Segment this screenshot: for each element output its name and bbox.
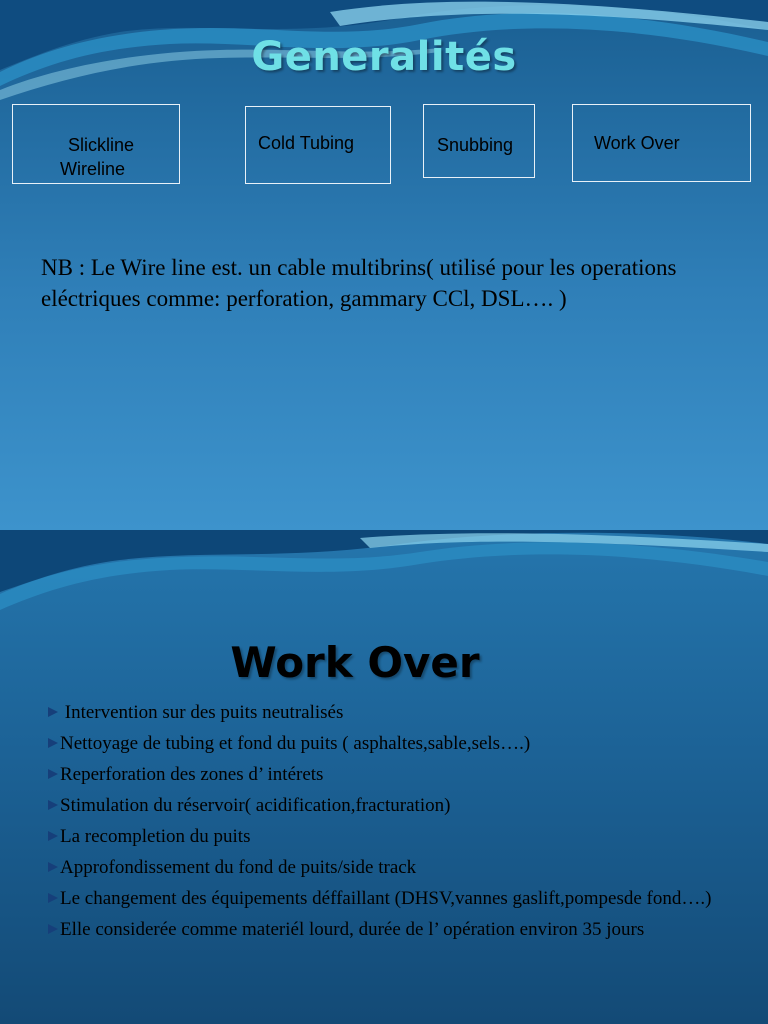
triangle-bullet-icon [48, 924, 58, 934]
box-slickline-wireline [12, 104, 180, 184]
list-item: Stimulation du réservoir( acidification,fracturation) [48, 793, 728, 819]
triangle-bullet-icon [48, 893, 58, 903]
box-work-over [572, 104, 751, 182]
slide-title: Work Over [230, 638, 480, 687]
triangle-bullet-icon [48, 769, 58, 779]
box-label: Cold Tubing [258, 133, 355, 153]
list-item: Intervention sur des puits neutralisés [48, 700, 728, 726]
wave-decoration [0, 530, 768, 625]
list-item: Le changement des équipements déffaillant (DHSV,vannes gaslift,pompesde fond….) [48, 886, 728, 912]
triangle-bullet-icon [48, 800, 58, 810]
triangle-bullet-icon [48, 707, 58, 717]
note-text: NB : Le Wire line est. un cable multibrins( utilisé pour les operations eléctriques comme: perforation, gammary CCl, DSL…. ) [41, 255, 677, 311]
slide-title: Generalités [251, 34, 517, 80]
bullet-list [48, 700, 728, 948]
box-label-line1: Slickline [68, 135, 135, 155]
triangle-bullet-icon [48, 862, 58, 872]
triangle-bullet-icon [48, 738, 58, 748]
list-item: Elle considerée comme materiél lourd, durée de l’ opération environ 35 jours [48, 917, 728, 943]
triangle-bullet-icon [48, 831, 58, 841]
list-item: Approfondissement du fond de puits/side track [48, 855, 728, 881]
box-label-line2: Wireline [60, 159, 126, 179]
slide-work-over [0, 530, 768, 1024]
box-snubbing [423, 104, 535, 178]
list-item: Reperforation des zones d’ intérets [48, 762, 728, 788]
box-label: Work Over [594, 133, 680, 153]
list-item: La recompletion du puits [48, 824, 728, 850]
list-item: Nettoyage de tubing et fond du puits ( asphaltes,sable,sels….) [48, 731, 728, 757]
box-label: Snubbing [437, 135, 514, 155]
box-cold-tubing [245, 106, 391, 184]
